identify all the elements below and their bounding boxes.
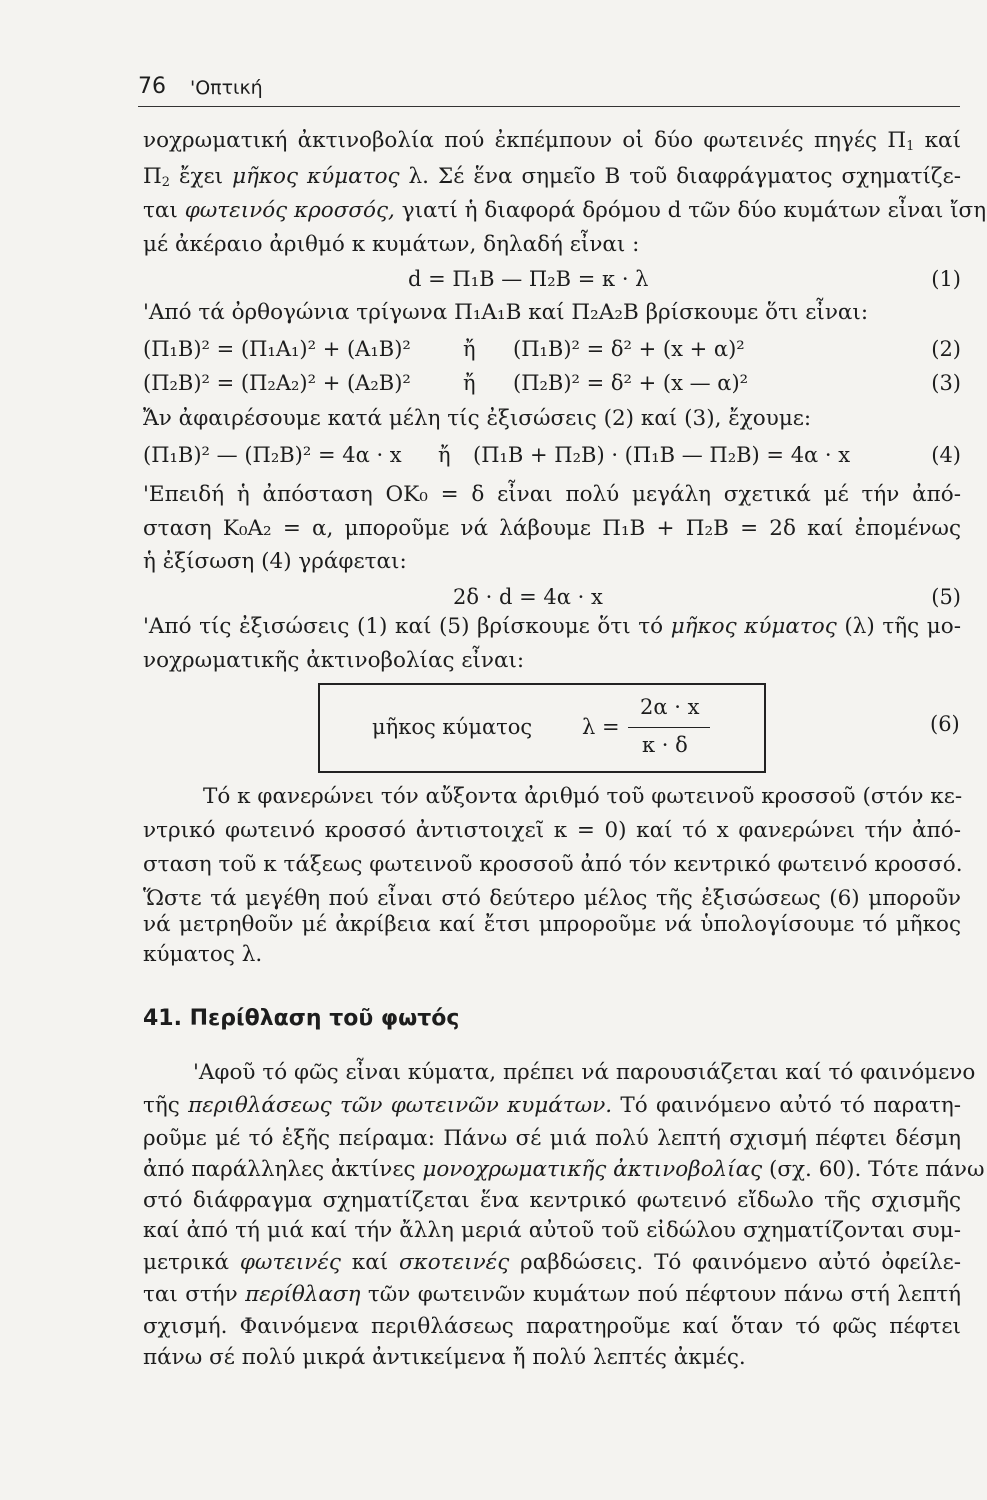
text-line: 'Από τίς ἐξισώσεις (1) καί (5) βρίσκουμε ὅτι τό μῆκος κύματος (λ) τῆς μο- xyxy=(143,614,961,639)
text-line: τῆς περιθλάσεως τῶν φωτεινῶν κυμάτων. Τό φαινόμενο αὐτό τό παρατη- xyxy=(143,1093,961,1118)
book-page: 76 'Οπτική νοχρωματική ἀκτινοβολία πού ἐκπέμπουν οἱ δύο φωτεινές πηγές $\Pi_1$ καί $\Pi_2$ ἔχει μῆκος κύματος λ. Σέ ἕνα σημεῖο Β τοῦ διαφράγματος σχηματίζε- ται φωτεινός κροσσός, γιατί ἡ διαφορά δρόμου d τῶν δύο κυμάτων εἶναι ἴση μέ ἀκέραιο ἀριθμό κ κυμάτων, δηλαδή εἶναι : d = Π₁Β — Π₂Β = κ · λ (1) 'Από τά ὀρθογώνια τρίγωνα Π₁Α₁Β καί Π₂Α₂Β βρίσκουμε ὅτι εἶναι: (Π₁Β)² = (Π₁Α₁)² + (Α₁Β)² ἤ (Π₁Β)² = δ² + (x + α)² (2) (Π₂Β)² = (Π₂Α₂)² + (Α₂Β)² ἤ (Π₂Β)² = δ² + (x — α)² (3) Ἄν ἀφαιρέσουμε κατά μέλη τίς ἐξισώσεις (2) καί (3), ἔχουμε: (Π₁Β)² — (Π₂Β)² = 4α · x ἤ (Π₁Β + Π₂Β) · (Π₁Β — Π₂Β) = 4α · x (4) 'Επειδή ἡ ἀπόσταση ΟΚ₀ = δ εἶναι πολύ μεγάλη σχετικά μέ τήν ἀπό- σταση Κ₀Α₂ = α, μποροῦμε νά λάβουμε Π₁Β + Π₂Β = 2δ καί ἐπομένως ἡ ἐξίσωση (4) γράφεται: 2δ · d = 4α · x (5) 'Από τίς ἐξισώσεις (1) καί (5) βρίσκουμε ὅτι τό μῆκος κύματος (λ) τῆς μο- νοχρωματικῆς ἀκτινοβολίας εἶναι: μῆκος κύματος λ = 2α · x κ · δ (6) Τό κ φανερώνει τόν αὔξοντα ἀριθμό τοῦ φωτεινοῦ κροσσοῦ (στόν κε- ντρικό φωτεινό κροσσό ἀντιστοιχεῖ κ = 0) καί τό x φανερώνει τήν ἀπό- σταση τοῦ κ τάξεως φωτεινοῦ κροσσοῦ ἀπό τόν κεντρικό φωτεινό κροσσό. Ὥστε τά μεγέθη πού εἶναι στό δεύτερο μέλος τῆς ἐξισώσεως (6) μποροῦν νά μετρηθοῦν μέ ἀκρίβεια καί ἔτσι μπροροῦμε νά ὑπολογίσουμε τό μῆκος κύματος λ. 41. Περίθλαση τοῦ φωτός 'Αφοῦ τό φῶς εἶναι κύματα, πρέπει νά παρουσιάζεται καί τό φαινόμενο τῆς περιθλάσεως τῶν φωτεινῶν κυμάτων. Τό φαινόμενο αὐτό τό παρατη- ροῦμε μέ τό ἑξῆς πείραμα: Πάνω σέ μιά πολύ λεπτή σχισμή πέφτει δέσμη ἀπό παράλληλες ἀκτίνες μονοχρωματικῆς ἀκτινοβολίας (σχ. 60). Τότε πάνω στό διάφραγμα σχηματίζεται ἕνα κεντρικό φωτεινό εἴδωλο τῆς σχισμῆς καί ἀπό τή μιά καί τήν ἄλλη μεριά αὐτοῦ τοῦ εἰδώλου σχηματίζονται συμ- μετρικά φωτεινές καί σκοτεινές ραβδώσεις. Τό φαινόμενο αὐτό ὀφείλε- ται στήν περίθλαση τῶν φωτεινῶν κυμάτων πού πέφτουν πάνω στή λεπτή σχισμή. Φαινόμενα περιθλάσεως παρατηροῦμε καί ὅταν τό φῶς πέφτει πάνω σέ πολύ μικρά ἀντικείμενα ἤ πολύ λεπτές ἀκμές. xyxy=(0,0,987,1500)
text-line: ντρικό φωτεινό κροσσό ἀντιστοιχεῖ κ = 0) καί τό x φανερώνει τήν ἀπό- xyxy=(143,818,961,843)
text-line: νά μετρηθοῦν μέ ἀκρίβεια καί ἔτσι μπροροῦμε νά ὑπολογίσουμε τό μῆκος xyxy=(143,912,961,937)
text-line: καί ἀπό τή μιά καί τήν ἄλλη μεριά αὐτοῦ τοῦ εἰδώλου σχηματίζονται συμ- xyxy=(143,1218,961,1243)
equation-number: (6) xyxy=(930,712,960,736)
page-number: 76 xyxy=(138,74,166,99)
text-line: στό διάφραγμα σχηματίζεται ἕνα κεντρικό φωτεινό εἴδωλο τῆς σχισμῆς xyxy=(143,1188,961,1213)
text-line: 'Αφοῦ τό φῶς εἶναι κύματα, πρέπει νά παρουσιάζεται καί τό φαινόμενο xyxy=(193,1060,976,1085)
equation-number: (5) xyxy=(931,585,961,609)
text-line: κύματος λ. xyxy=(143,942,263,967)
lambda-lhs: λ = xyxy=(582,715,620,739)
fraction-numerator: 2α · x xyxy=(640,695,700,719)
fraction-bar xyxy=(628,727,710,728)
box-label: μῆκος κύματος xyxy=(372,715,533,739)
text-line: ἀπό παράλληλες ἀκτίνες μονοχρωματικῆς ἀκτινοβολίας (σχ. 60). Τότε πάνω xyxy=(143,1157,985,1182)
text-line: σχισμή. Φαινόμενα περιθλάσεως παρατηροῦμε καί ὅταν τό φῶς πέφτει xyxy=(143,1314,961,1339)
equation-number: (1) xyxy=(931,267,961,291)
text-line: ται στήν περίθλαση τῶν φωτεινῶν κυμάτων πού πέφτουν πάνω στή λεπτή xyxy=(143,1282,961,1307)
text-line: 'Επειδή ἡ ἀπόσταση ΟΚ₀ = δ εἶναι πολύ μεγάλη σχετικά μέ τήν ἀπό- xyxy=(143,482,961,507)
text-line: σταση τοῦ κ τάξεως φωτεινοῦ κροσσοῦ ἀπό τόν κεντρικό φωτεινό κροσσό. xyxy=(143,852,963,877)
section-heading: 41. Περίθλαση τοῦ φωτός xyxy=(143,1006,460,1031)
text-line: ροῦμε μέ τό ἑξῆς πείραμα: Πάνω σέ μιά πολύ λεπτή σχισμή πέφτει δέσμη xyxy=(143,1126,961,1151)
text-line: μετρικά φωτεινές καί σκοτεινές ραβδώσεις. Τό φαινόμενο αὐτό ὀφείλε- xyxy=(143,1250,961,1275)
fraction-denominator: κ · δ xyxy=(642,733,688,757)
text-line: $\Pi_2$ ἔχει μῆκος κύματος λ. Σέ ἕνα σημεῖο Β τοῦ διαφράγματος σχηματίζε- xyxy=(143,164,961,191)
text-line: 'Από τά ὀρθογώνια τρίγωνα Π₁Α₁Β καί Π₂Α₂Β βρίσκουμε ὅτι εἶναι: xyxy=(143,300,869,325)
text-line: Ὥστε τά μεγέθη πού εἶναι στό δεύτερο μέλος τῆς ἐξισώσεως (6) μποροῦν xyxy=(143,886,961,911)
page-header xyxy=(138,72,960,107)
equation-number: (4) xyxy=(931,443,961,467)
equation-number: (3) xyxy=(931,371,961,395)
text-line: πάνω σέ πολύ μικρά ἀντικείμενα ἤ πολύ λεπτές ἀκμές. xyxy=(143,1345,746,1370)
text-line: ται φωτεινός κροσσός, γιατί ἡ διαφορά δρόμου d τῶν δύο κυμάτων εἶναι ἴση xyxy=(143,198,987,223)
text-line: ἡ ἐξίσωση (4) γράφεται: xyxy=(143,549,407,574)
text-line: Τό κ φανερώνει τόν αὔξοντα ἀριθμό τοῦ φωτεινοῦ κροσσοῦ (στόν κε- xyxy=(203,784,963,809)
boxed-equation-6 xyxy=(318,683,766,773)
text-line: μέ ἀκέραιο ἀριθμό κ κυμάτων, δηλαδή εἶναι : xyxy=(143,232,640,257)
running-title: 'Οπτική xyxy=(190,77,263,99)
text-line: Ἄν ἀφαιρέσουμε κατά μέλη τίς ἐξισώσεις (2) καί (3), ἔχουμε: xyxy=(143,406,812,431)
text-line: νοχρωματική ἀκτινοβολία πού ἐκπέμπουν οἱ δύο φωτεινές πηγές $\Pi_1$ καί xyxy=(143,128,961,155)
text-line: νοχρωματικῆς ἀκτινοβολίας εἶναι: xyxy=(143,648,525,673)
text-line: σταση Κ₀Α₂ = α, μποροῦμε νά λάβουμε Π₁Β + Π₂Β = 2δ καί ἐπομένως xyxy=(143,516,961,541)
equation-number: (2) xyxy=(931,337,961,361)
